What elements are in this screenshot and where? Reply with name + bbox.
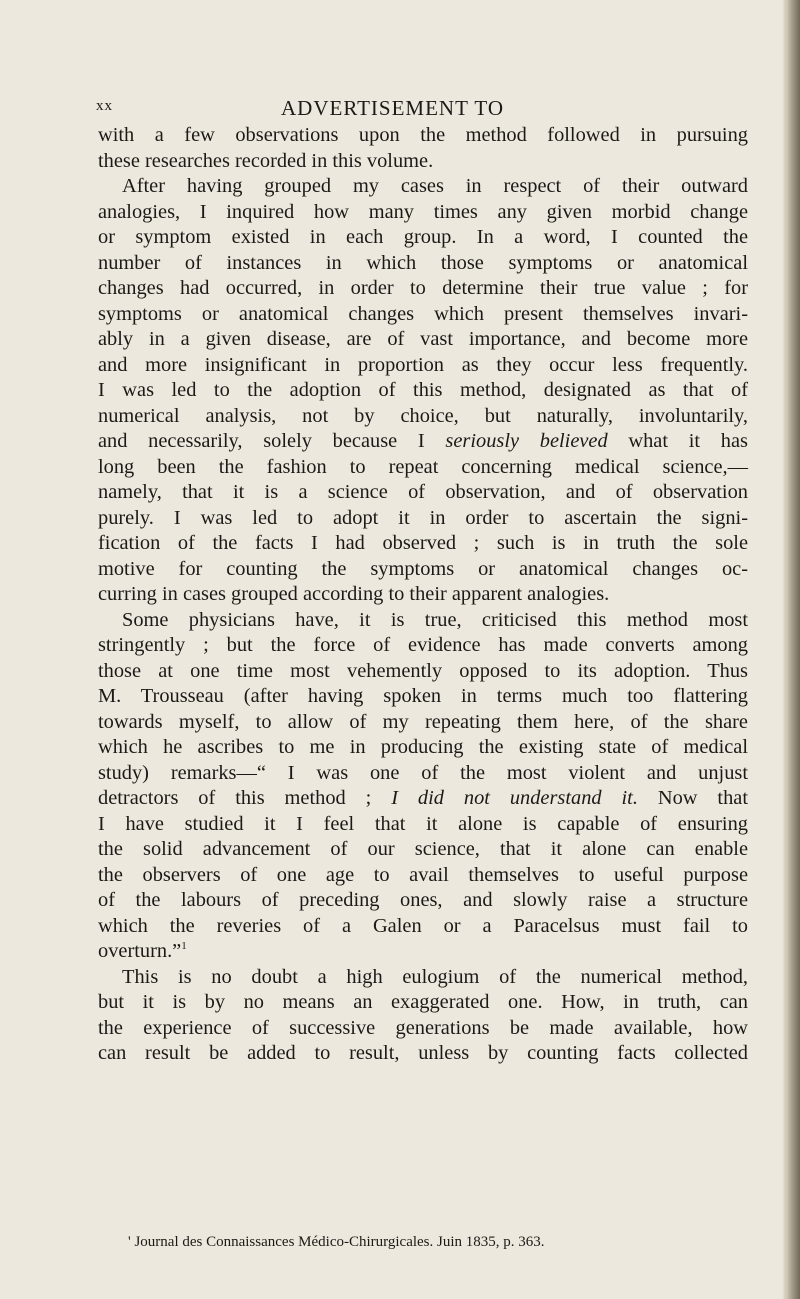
text-segment: detractors of this method ; (98, 787, 372, 809)
text-line: numerical analysis, not by choice, but naturally, involuntarily, (98, 404, 748, 427)
text-line: study) remarks—“ I was one of the most violent and unjust (98, 761, 748, 784)
text-segment: what it has (628, 430, 748, 452)
text-line: the experience of successive generations be made available, how (98, 1016, 748, 1039)
text-line: with a few observations upon the method followed in pursuing (98, 124, 748, 146)
text-line: these researches recorded in this volume. (98, 149, 434, 172)
text-line: which the reveries of a Galen or a Paracelsus must fail to (98, 914, 748, 937)
text-line-with-italic (98, 429, 748, 455)
footnote-mark: ' (128, 1234, 131, 1250)
text-segment: overturn.” (98, 940, 182, 962)
text-line: M. Trousseau (after having spoken in terms much too flattering (98, 685, 748, 707)
book-spine (786, 0, 800, 1299)
text-line: towards myself, to allow of my repeating them here, of the share (98, 710, 748, 733)
text-line: Some physicians have, it is true, criticised this method most (122, 608, 748, 631)
text-line: the solid advancement of our science, that it alone can enable (98, 838, 748, 860)
text-line: This is no doubt a high eulogium of the numerical method, (122, 965, 748, 988)
italic-phrase: I did not understand it. (391, 787, 638, 809)
text-segment: and necessarily, solely because I (98, 430, 425, 452)
text-line: I have studied it I feel that it alone is capable of ensuring (98, 812, 748, 835)
text-line: can result be added to result, unless by counting facts collected (98, 1042, 748, 1064)
text-line: analogies, I inquired how many times any given morbid change (98, 200, 748, 223)
body-text (98, 123, 748, 1067)
text-line: but it is by no means an exaggerated one. How, in truth, can (98, 991, 748, 1013)
text-line: of the labours of preceding ones, and slowly raise a structure (98, 889, 748, 911)
text-line: namely, that it is a science of observation, and of observation (98, 481, 748, 503)
text-line: I was led to the adoption of this method, designated as that of (98, 379, 748, 401)
text-line: ably in a given disease, are of vast importance, and become more (98, 328, 748, 350)
page-folio: xx (96, 98, 113, 114)
text-line: or symptom existed in each group. In a word, I counted the (98, 226, 748, 248)
running-head (96, 96, 746, 124)
text-line: motive for counting the symptoms or anatomical changes oc- (98, 557, 748, 580)
text-line: the observers of one age to avail themselves to useful purpose (98, 863, 748, 886)
text-line: After having grouped my cases in respect of their outward (122, 175, 748, 197)
text-line: long been the fashion to repeat concerning medical science,— (98, 455, 748, 478)
text-line: curring in cases grouped according to their apparent analogies. (98, 583, 610, 605)
text-line: changes had occurred, in order to determine their true value ; for (98, 277, 748, 299)
text-line: stringently ; but the force of evidence has made converts among (98, 634, 748, 656)
text-line: which he ascribes to me in producing the existing state of medical (98, 736, 748, 758)
text-line: symptoms or anatomical changes which present themselves invari- (98, 302, 748, 325)
text-line: those at one time most vehemently opposed to its adoption. Thus (98, 659, 748, 682)
running-title: ADVERTISEMENT TO (281, 96, 504, 120)
text-line-with-italic (98, 786, 748, 812)
text-segment: Now that (657, 787, 748, 809)
footnote (128, 1234, 748, 1251)
text-line: and more insignificant in proportion as they occur less frequently. (98, 353, 748, 376)
footnote-reference: 1 (181, 940, 187, 953)
text-line: fication of the facts I had observed ; such is in truth the sole (98, 532, 748, 554)
text-line: number of instances in which those symptoms or anatomical (98, 251, 748, 274)
footnote-text: Journal des Connaissances Médico-Chirurgicales. Juin 1835, p. 363. (134, 1234, 545, 1250)
text-line (98, 939, 748, 965)
text-line: purely. I was led to adopt it in order to ascertain the signi- (98, 506, 748, 529)
italic-phrase: seriously believed (445, 430, 608, 452)
